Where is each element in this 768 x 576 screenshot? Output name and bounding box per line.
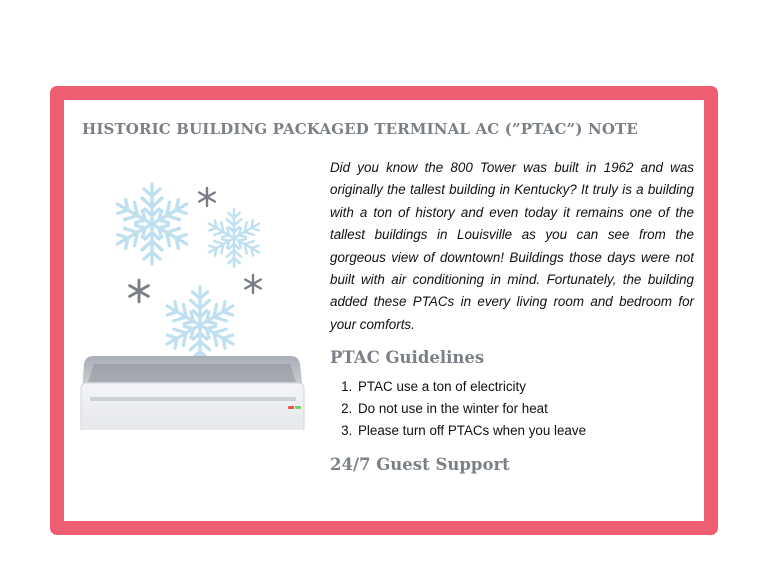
snowflake-icon [205,209,262,267]
asterisk-icon [245,275,261,293]
snowflake-icon [112,184,191,264]
guidelines-list [330,376,586,442]
page-title: HISTORIC BUILDING PACKAGED TERMINAL AC (”PTAC”) NOTE [82,120,638,138]
ptac-unit-icon [81,356,304,430]
list-item: 3. Please turn off PTACs when you leave [356,420,586,442]
snowflake-icon [162,287,237,363]
asterisk-icon [199,188,215,206]
list-item: 1. PTAC use a ton of electricity [356,376,586,398]
note-card [64,100,704,521]
illustration [64,100,324,430]
note-card-frame [50,86,718,535]
support-heading: 24/7 Guest Support [330,455,510,474]
asterisk-icon [130,280,149,302]
list-item: 2. Do not use in the winter for heat [356,398,586,420]
guidelines-heading: PTAC Guidelines [330,348,485,367]
intro-paragraph: Did you know the 800 Tower was built in 1962 and was originally the tallest building in Kentucky? It truly is a building with a ton of history and even today it remains one of the tallest buildings in Louisville as you can see from the gorgeous view of downtown! Buildings those days were not built with air conditioning in mind. Fortunately, the building added these PTACs in every living room and bedroom for your comforts. [330,160,694,332]
